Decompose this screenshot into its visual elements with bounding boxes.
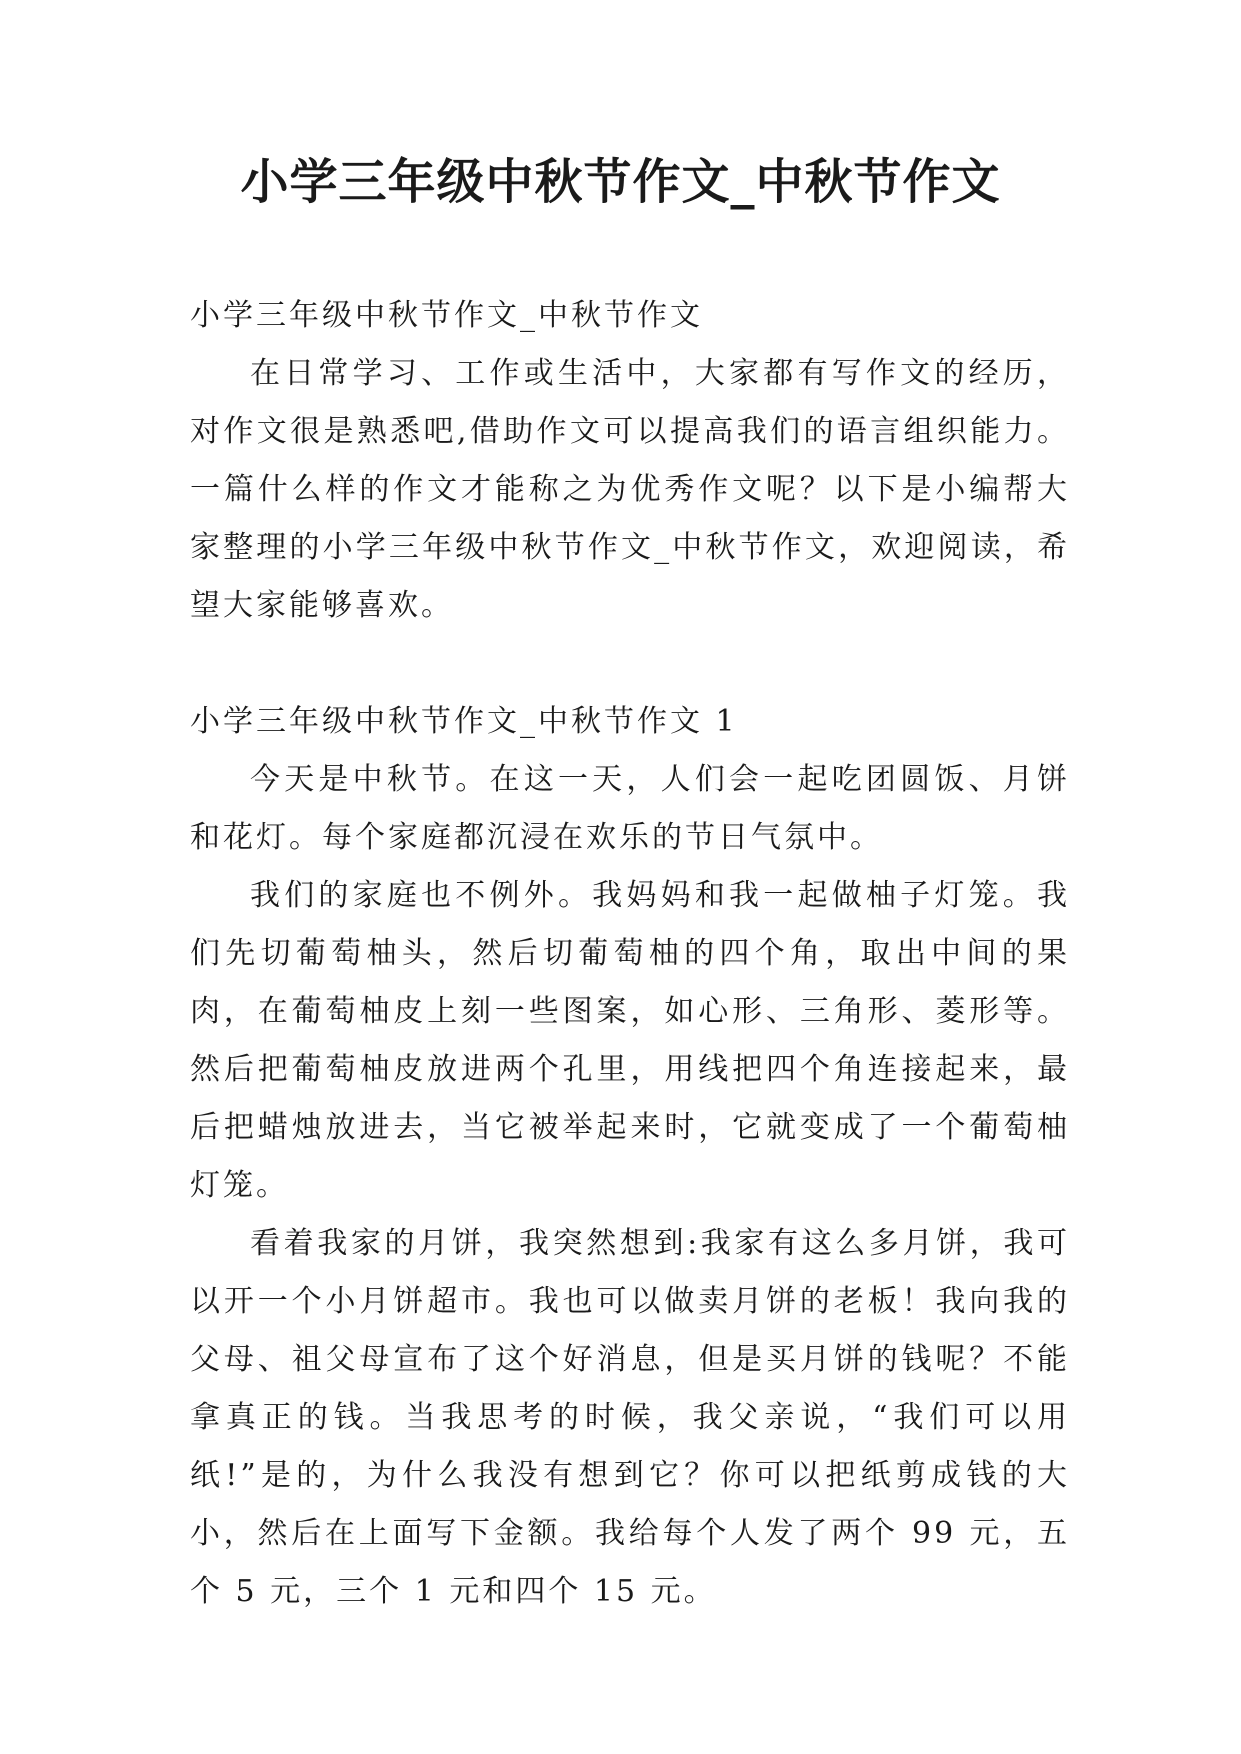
intro-section [190,287,1070,635]
essay-1-paragraph: 今天是中秋节。在这一天，人们会一起吃团圆饭、月饼和花灯。每个家庭都沉浸在欢乐的节日气氛中。 [190,762,1070,855]
essay-1-paragraph: 我们的家庭也不例外。我妈妈和我一起做柚子灯笼。我们先切葡萄柚头，然后切葡萄柚的四个角，取出中间的果肉，在葡萄柚皮上刻一些图案，如心形、三角形、菱形等。然后把葡萄柚皮放进两个孔里，用线把四个角连接起来，最后把蜡烛放进去，当它被举起来时，它就变成了一个葡萄柚灯笼。 [190,878,1070,1203]
essay-1-section [190,693,1070,1621]
essay-1-heading: 小学三年级中秋节作文_中秋节作文 1 [190,704,738,739]
document-title: 小学三年级中秋节作文_中秋节作文 [240,154,1001,210]
intro-heading: 小学三年级中秋节作文_中秋节作文 [190,298,703,333]
essay-1-paragraph: 看着我家的月饼，我突然想到:我家有这么多月饼，我可以开一个小月饼超市。我也可以做卖月饼的老板！我向我的父母、祖父母宣布了这个好消息，但是买月饼的钱呢？不能拿真正的钱。当我思考的时候，我父亲说，“我们可以用纸!”是的，为什么我没有想到它？你可以把纸剪成钱的大小，然后在上面写下金额。我给每个人发了两个 99 元，五个 5 元，三个 1 元和四个 15 元。 [190,1226,1070,1609]
intro-paragraph: 在日常学习、工作或生活中，大家都有写作文的经历，对作文很是熟悉吧,借助作文可以提高我们的语言组织能力。一篇什么样的作文才能称之为优秀作文呢？以下是小编帮大家整理的小学三年级中秋节作文_中秋节作文，欢迎阅读，希望大家能够喜欢。 [190,356,1070,623]
